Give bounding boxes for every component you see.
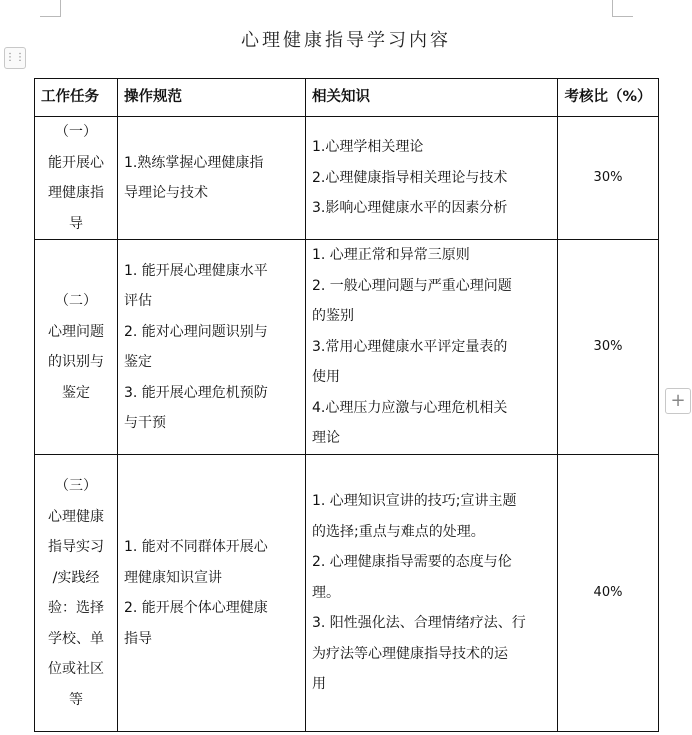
task-line: （二）: [55, 293, 97, 309]
knowledge-line: 的选择;重点与难点的处理。: [312, 523, 485, 540]
knowledge-line: 1. 心理正常和异常三原则: [312, 247, 470, 264]
ratio-cell: 40%: [558, 455, 659, 732]
header-operation: 操作规范: [118, 79, 306, 117]
task-line: 能开展心: [48, 154, 104, 171]
header-row: [35, 79, 659, 117]
task-cell: [35, 455, 118, 732]
task-line: 心理问题: [48, 323, 104, 340]
header-ratio: 考核比（%）: [558, 79, 659, 117]
document-title: 心理健康指导学习内容: [241, 30, 451, 51]
task-cell: [35, 117, 118, 240]
knowledge-line: 2. 心理健康指导需要的态度与伦: [312, 554, 512, 571]
task-line: （一）: [55, 124, 97, 140]
operation-line: 与干预: [124, 415, 166, 431]
knowledge-cell: [306, 240, 558, 455]
operation-cell: [118, 117, 306, 240]
task-line: /实践经: [52, 569, 100, 586]
task-line: （三）: [55, 478, 97, 494]
operation-line: 导理论与技术: [124, 185, 208, 201]
operation-cell: [118, 240, 306, 455]
knowledge-line: 使用: [312, 369, 340, 386]
task-line: 的识别与: [48, 354, 104, 370]
task-line: 等: [69, 691, 83, 708]
operation-line: 指导: [124, 630, 152, 647]
task-line: 心理健康: [48, 508, 104, 525]
knowledge-line: 为疗法等心理健康指导技术的运: [312, 645, 508, 662]
knowledge-line: 1. 心理知识宣讲的技巧;宣讲主题: [312, 493, 517, 510]
knowledge-line: 3. 阳性强化法、合理情绪疗法、行: [312, 615, 526, 632]
ratio-cell: 30%: [558, 240, 659, 455]
knowledge-line: 的鉴别: [312, 308, 354, 325]
knowledge-line: 用: [312, 676, 326, 693]
page-corner-top-left: [40, 0, 61, 17]
task-line: 理健康指: [48, 185, 104, 201]
operation-line: 评估: [124, 293, 152, 309]
knowledge-line: 1.心理学相关理论: [312, 139, 424, 156]
task-line: 位或社区: [48, 661, 104, 677]
table-row: [35, 455, 659, 732]
knowledge-cell: [306, 117, 558, 240]
operation-line: 3. 能开展心理危机预防: [124, 384, 268, 401]
table-row: [35, 117, 659, 240]
knowledge-cell: [306, 455, 558, 732]
knowledge-line: 理论: [312, 430, 340, 447]
task-line: 鉴定: [62, 384, 90, 401]
knowledge-line: 理。: [312, 584, 340, 601]
add-row-button[interactable]: +: [665, 388, 691, 414]
header-task: 工作任务: [35, 79, 118, 117]
operation-line: 1.熟练掌握心理健康指: [124, 154, 264, 171]
content-table: [34, 78, 659, 732]
operation-line: 1. 能开展心理健康水平: [124, 262, 268, 279]
page-corner-top-right: [612, 0, 633, 17]
header-knowledge: 相关知识: [306, 79, 558, 117]
ratio-cell: 30%: [558, 117, 659, 240]
knowledge-line: 3.常用心理健康水平评定量表的: [312, 338, 508, 355]
operation-line: 理健康知识宣讲: [124, 569, 222, 586]
operation-line: 1. 能对不同群体开展心: [124, 539, 268, 555]
operation-line: 2. 能开展个体心理健康: [124, 600, 268, 616]
knowledge-line: 3.影响心理健康水平的因素分析: [312, 200, 508, 217]
operation-line: 2. 能对心理问题识别与: [124, 323, 268, 340]
operation-line: 鉴定: [124, 354, 152, 370]
task-line: 指导实习: [48, 539, 104, 555]
task-line: 导: [69, 215, 83, 232]
table-move-handle[interactable]: ⋮⋮: [4, 47, 26, 69]
knowledge-line: 4.心理压力应激与心理危机相关: [312, 399, 508, 416]
task-line: 学校、单: [48, 630, 104, 647]
operation-cell: [118, 455, 306, 732]
knowledge-line: 2. 一般心理问题与严重心理问题: [312, 277, 512, 294]
table-row: [35, 240, 659, 455]
task-cell: [35, 240, 118, 455]
task-line: 验：选择: [48, 600, 104, 616]
knowledge-line: 2.心理健康指导相关理论与技术: [312, 169, 508, 186]
